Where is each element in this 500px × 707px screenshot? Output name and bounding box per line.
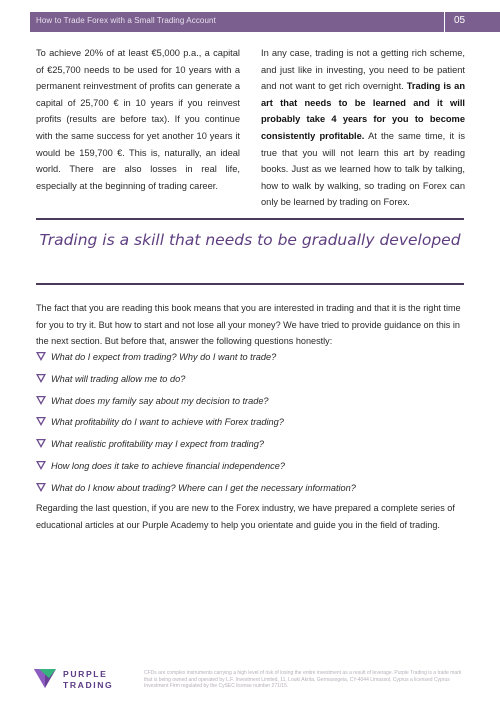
purple-triangle-icon	[36, 352, 46, 361]
question-text: What realistic profitability may I expect from trading?	[51, 439, 264, 450]
purple-triangle-icon	[36, 396, 46, 405]
left-column-paragraph: To achieve 20% of at least €5,000 p.a., a capital of €25,700 needs to be used for 10 years with a permanent reinvestment of profits can generate a capital of 25,700 € in 10 years if you reinvest profits (results are before tax). If you continue with the same success for yet another 10 years it would be 159,700 €. This is, naturally, an ideal world. There are also losses in real life, especially at the beginning of trading career.	[36, 48, 240, 191]
right-column-bold: Trading is an art that needs to be learned and it will probably take 4 years for you to become consistently profitable.	[261, 81, 466, 141]
page-number: 05	[454, 15, 466, 26]
question-text: What do I know about trading? Where can I get the necessary information?	[51, 482, 356, 493]
logo-line-1: PURPLE	[63, 669, 108, 679]
logo-line-2: TRADING	[63, 679, 114, 690]
purple-triangle-icon	[36, 483, 46, 492]
logo-wordmark	[63, 669, 113, 690]
question-text: What do I expect from trading? Why do I want to trade?	[51, 352, 277, 362]
purple-triangle-icon	[36, 374, 46, 383]
purple-triangle-icon	[36, 439, 46, 448]
list-item	[36, 459, 466, 481]
list-item	[36, 437, 466, 459]
right-column-paragraph	[261, 45, 465, 211]
purple-triangle-icon	[36, 461, 46, 470]
list-item	[36, 415, 466, 437]
purple-triangle-icon	[36, 417, 46, 426]
intro-paragraph: The fact that you are reading this book means that you are interested in trading and that it is the right time for you to try it. But how to start and not lose all your money? We have tried to provide guidance on this in the next section. But before that, answer the following questions honestly:	[36, 303, 461, 347]
purple-trading-logo	[34, 668, 124, 692]
question-text: What profitability do I want to achieve with Forex trading?	[51, 417, 284, 428]
question-text: What will trading allow me to do?	[51, 373, 186, 384]
question-text: How long does it take to achieve financial independence?	[51, 460, 285, 471]
purple-trading-logo-icon	[34, 669, 56, 689]
question-list	[36, 350, 466, 503]
header-separator	[444, 12, 445, 32]
document-title: How to Trade Forex with a Small Trading Account	[36, 16, 216, 25]
section-heading: Trading is a skill that needs to be gradually developed	[39, 231, 461, 249]
right-column-text-1: In any case, trading is not a getting rich scheme, and just like in investing, you need to be patient and not want to get rich overnight.	[261, 48, 465, 92]
list-item	[36, 372, 466, 394]
question-text: What does my family say about my decision to trade?	[51, 395, 269, 406]
section-rule-bottom	[36, 283, 464, 285]
right-column-text-2: At the same time, it is true that you will not learn this art by reading books. Just as we learned how to talk by talking, how to walk by walking, so trading on Forex can only be learned by trading on Forex.	[261, 130, 465, 208]
risk-disclaimer: CFDs are complex instruments carrying a high level of risk of losing the entire investment as a result of leverage. Purple Trading is a trade mark that is being owned and operated by L.F. Investment Limited, 11, Louki Akrita, Germasogeia, CY-4044 Limassol, Cyprus a licensed Cyprus Investment Firm regulated by the CySEC license number 271/15.	[144, 670, 462, 689]
section-rule-top	[36, 218, 464, 220]
list-item	[36, 394, 466, 416]
closing-paragraph: Regarding the last question, if you are new to the Forex industry, we have prepared a complete series of educational articles at our Purple Academy to help you orientate and guide you in the field of trading.	[36, 503, 455, 530]
list-item	[36, 350, 466, 372]
page-header	[0, 0, 500, 36]
